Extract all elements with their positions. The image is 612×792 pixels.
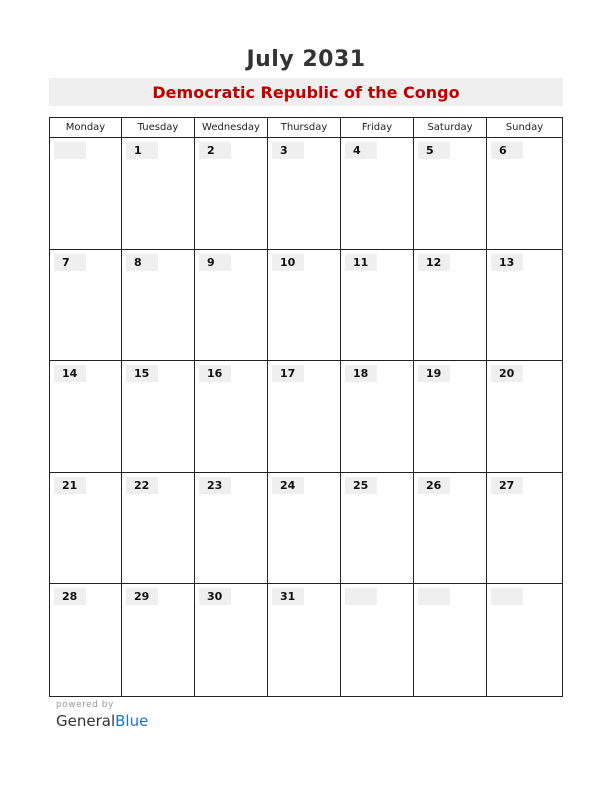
brand-name-general: General (56, 712, 116, 730)
day-number: 3 (272, 142, 304, 159)
weekday-header-row (50, 118, 562, 138)
day-number: 7 (54, 254, 86, 271)
day-number (54, 142, 86, 159)
day-number: 28 (54, 588, 86, 605)
day-number: 26 (418, 477, 450, 494)
day-cell[interactable] (487, 473, 562, 584)
day-cell[interactable] (122, 361, 195, 472)
day-cell[interactable] (50, 250, 122, 361)
day-number (491, 588, 523, 605)
week-row (50, 250, 562, 362)
day-number: 17 (272, 365, 304, 382)
day-number: 30 (199, 588, 231, 605)
day-number: 31 (272, 588, 304, 605)
week-row (50, 473, 562, 585)
day-number: 24 (272, 477, 304, 494)
day-cell[interactable] (341, 473, 414, 584)
day-cell[interactable] (341, 361, 414, 472)
day-number: 14 (54, 365, 86, 382)
day-cell[interactable] (195, 361, 268, 472)
day-number: 21 (54, 477, 86, 494)
country-banner (49, 78, 563, 106)
day-number: 8 (126, 254, 158, 271)
day-cell[interactable] (195, 584, 268, 696)
day-number: 13 (491, 254, 523, 271)
weekday-header: Friday (341, 118, 414, 137)
powered-by-text: powered by (56, 700, 114, 710)
day-cell[interactable] (487, 138, 562, 249)
day-number: 18 (345, 365, 377, 382)
brand-logo[interactable] (56, 712, 148, 730)
day-cell[interactable] (487, 361, 562, 472)
weekday-header: Wednesday (195, 118, 268, 137)
weekday-header: Monday (50, 118, 122, 137)
day-cell[interactable] (50, 584, 122, 696)
day-cell[interactable] (122, 473, 195, 584)
day-number: 2 (199, 142, 231, 159)
calendar-weeks (50, 138, 562, 696)
day-cell[interactable] (50, 473, 122, 584)
day-cell[interactable] (50, 361, 122, 472)
day-cell[interactable] (122, 584, 195, 696)
calendar-title: July 2031 (246, 47, 366, 72)
day-cell[interactable] (195, 473, 268, 584)
day-number: 4 (345, 142, 377, 159)
day-number: 15 (126, 365, 158, 382)
week-row (50, 584, 562, 696)
weekday-header: Saturday (414, 118, 487, 137)
day-cell[interactable] (487, 584, 562, 696)
day-number: 27 (491, 477, 523, 494)
day-cell[interactable] (268, 473, 341, 584)
day-number: 29 (126, 588, 158, 605)
day-cell[interactable] (414, 584, 487, 696)
weekday-header: Tuesday (122, 118, 195, 137)
day-number: 23 (199, 477, 231, 494)
day-cell[interactable] (195, 250, 268, 361)
day-cell[interactable] (122, 250, 195, 361)
day-number (418, 588, 450, 605)
week-row (50, 138, 562, 250)
brand-name-blue: Blue (115, 712, 149, 730)
day-cell[interactable] (341, 250, 414, 361)
day-cell[interactable] (268, 250, 341, 361)
day-cell[interactable] (414, 250, 487, 361)
weekday-header: Sunday (505, 122, 544, 133)
day-number: 19 (418, 365, 450, 382)
day-number: 1 (126, 142, 158, 159)
day-number (345, 588, 377, 605)
footer-branding (56, 700, 148, 730)
day-cell[interactable] (268, 361, 341, 472)
day-cell[interactable] (268, 584, 341, 696)
day-number: 22 (126, 477, 158, 494)
day-number: 20 (491, 365, 523, 382)
day-number: 16 (199, 365, 231, 382)
day-cell[interactable] (414, 138, 487, 249)
day-number: 11 (345, 254, 377, 271)
day-number: 12 (418, 254, 450, 271)
day-cell[interactable] (487, 250, 562, 361)
day-number: 10 (272, 254, 304, 271)
day-cell[interactable] (414, 473, 487, 584)
country-name: Democratic Republic of the Congo (152, 83, 460, 102)
day-cell[interactable] (50, 138, 122, 249)
week-row (50, 361, 562, 473)
day-cell[interactable] (341, 584, 414, 696)
day-cell[interactable] (195, 138, 268, 249)
day-number: 25 (345, 477, 377, 494)
day-number: 9 (199, 254, 231, 271)
weekday-header: Thursday (268, 118, 341, 137)
day-number: 5 (418, 142, 450, 159)
day-cell[interactable] (341, 138, 414, 249)
day-cell[interactable] (268, 138, 341, 249)
day-number: 6 (491, 142, 523, 159)
day-cell[interactable] (122, 138, 195, 249)
day-cell[interactable] (414, 361, 487, 472)
calendar-grid (49, 117, 563, 697)
